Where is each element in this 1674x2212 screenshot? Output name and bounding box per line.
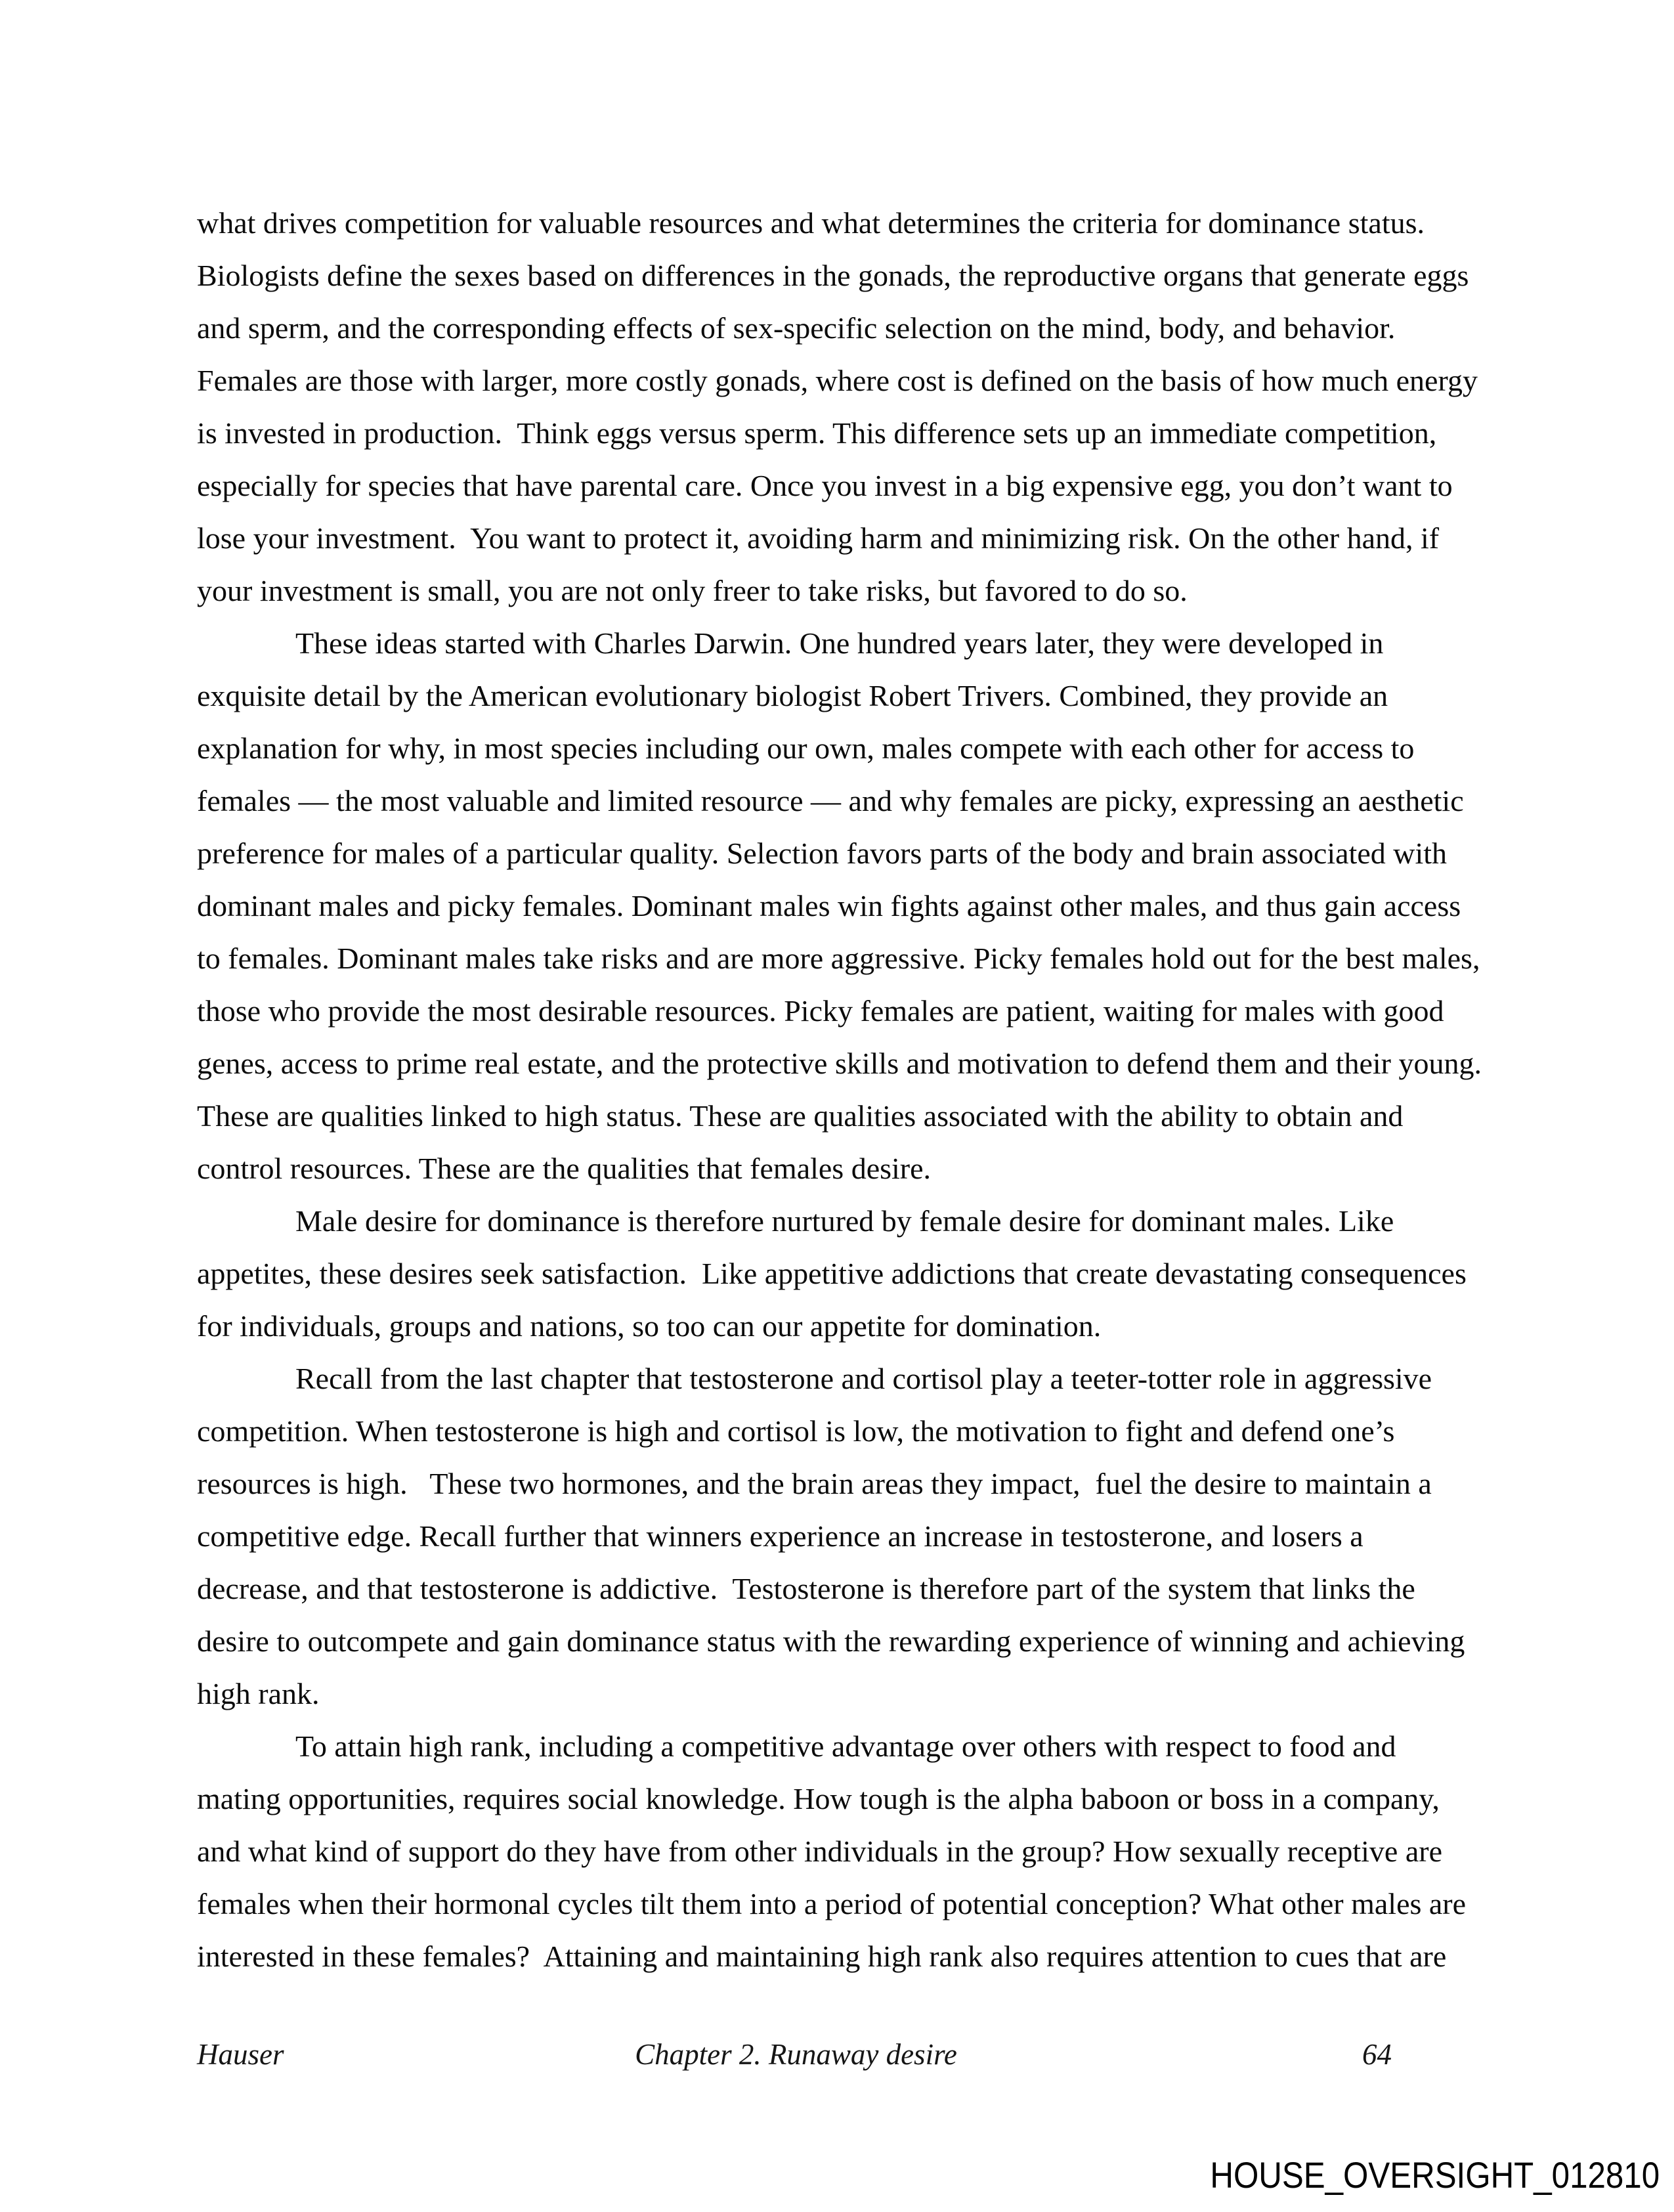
text-line: for individuals, groups and nations, so too can our appetite for domination. [197, 1309, 1102, 1343]
text-line: Recall from the last chapter that testosterone and cortisol play a teeter-totter role in aggressive [295, 1362, 1432, 1395]
text-line: your investment is small, you are not only freer to take risks, but favored to do so. [197, 574, 1188, 607]
text-line: mating opportunities, requires social knowledge. How tough is the alpha baboon or boss in a company, [197, 1782, 1440, 1815]
text-line: resources is high. These two hormones, and the brain areas they impact, fuel the desire to maintain a [197, 1467, 1432, 1500]
bates-stamp: HOUSE_OVERSIGHT_012810 [1210, 2154, 1660, 2196]
text-line: These ideas started with Charles Darwin. One hundred years later, they were developed in [295, 626, 1384, 660]
running-footer-author: Hauser [197, 2038, 284, 2071]
text-line: dominant males and picky females. Dominant males win fights against other males, and thus gain access [197, 889, 1461, 922]
text-line: Females are those with larger, more costly gonads, where cost is defined on the basis of how much energy [197, 364, 1478, 397]
text-line: Male desire for dominance is therefore nurtured by female desire for dominant males. Like [295, 1204, 1394, 1238]
text-line: explanation for why, in most species including our own, males compete with each other for access to [197, 731, 1415, 765]
text-line: females — the most valuable and limited resource — and why females are picky, expressing an aesthetic [197, 784, 1464, 817]
text-line: decrease, and that testosterone is addictive. Testosterone is therefore part of the system that links the [197, 1572, 1415, 1605]
text-line: competitive edge. Recall further that winners experience an increase in testosterone, and losers a [197, 1519, 1363, 1553]
text-line: desire to outcompete and gain dominance status with the rewarding experience of winning and achieving [197, 1624, 1465, 1658]
text-line: what drives competition for valuable resources and what determines the criteria for dominance status. [197, 206, 1425, 240]
text-line: to females. Dominant males take risks and are more aggressive. Picky females hold out for the best males, [197, 942, 1480, 975]
text-line: control resources. These are the qualities that females desire. [197, 1152, 932, 1185]
text-line: females when their hormonal cycles tilt them into a period of potential conception? What other males are [197, 1887, 1467, 1920]
text-line: and what kind of support do they have from other individuals in the group? How sexually receptive are [197, 1834, 1442, 1868]
body-text [197, 197, 1500, 1983]
text-line: competition. When testosterone is high and cortisol is low, the motivation to fight and defend one’s [197, 1414, 1395, 1448]
text-line: preference for males of a particular quality. Selection favors parts of the body and brain associated with [197, 836, 1448, 870]
text-line: genes, access to prime real estate, and the protective skills and motivation to defend them and their young. [197, 1047, 1482, 1080]
text-line: exquisite detail by the American evolutionary biologist Robert Trivers. Combined, they provide an [197, 679, 1388, 712]
text-line: especially for species that have parental care. Once you invest in a big expensive egg, you don’t want to [197, 469, 1453, 502]
text-line: and sperm, and the corresponding effects of sex-specific selection on the mind, body, and behavior. [197, 311, 1396, 345]
text-line: is invested in production. Think eggs versus sperm. This difference sets up an immediate competition, [197, 416, 1437, 450]
text-line: interested in these females? Attaining and maintaining high rank also requires attention to cues that are [197, 1940, 1447, 1973]
running-footer-chapter: Chapter 2. Runaway desire [635, 2038, 957, 2071]
text-line: These are qualities linked to high status. These are qualities associated with the ability to obtain and [197, 1099, 1404, 1133]
text-line: Biologists define the sexes based on differences in the gonads, the reproductive organs that generate eggs [197, 259, 1469, 292]
text-line: appetites, these desires seek satisfaction. Like appetitive addictions that create devastating consequences [197, 1257, 1467, 1290]
page-footer [197, 2037, 1395, 2083]
text-line: lose your investment. You want to protect it, avoiding harm and minimizing risk. On the other hand, if [197, 521, 1440, 555]
text-line: To attain high rank, including a competitive advantage over others with respect to food and [295, 1729, 1396, 1763]
page-number: 64 [1362, 2038, 1392, 2071]
text-line: high rank. [197, 1677, 320, 1710]
text-line: those who provide the most desirable resources. Picky females are patient, waiting for males with good [197, 994, 1444, 1028]
